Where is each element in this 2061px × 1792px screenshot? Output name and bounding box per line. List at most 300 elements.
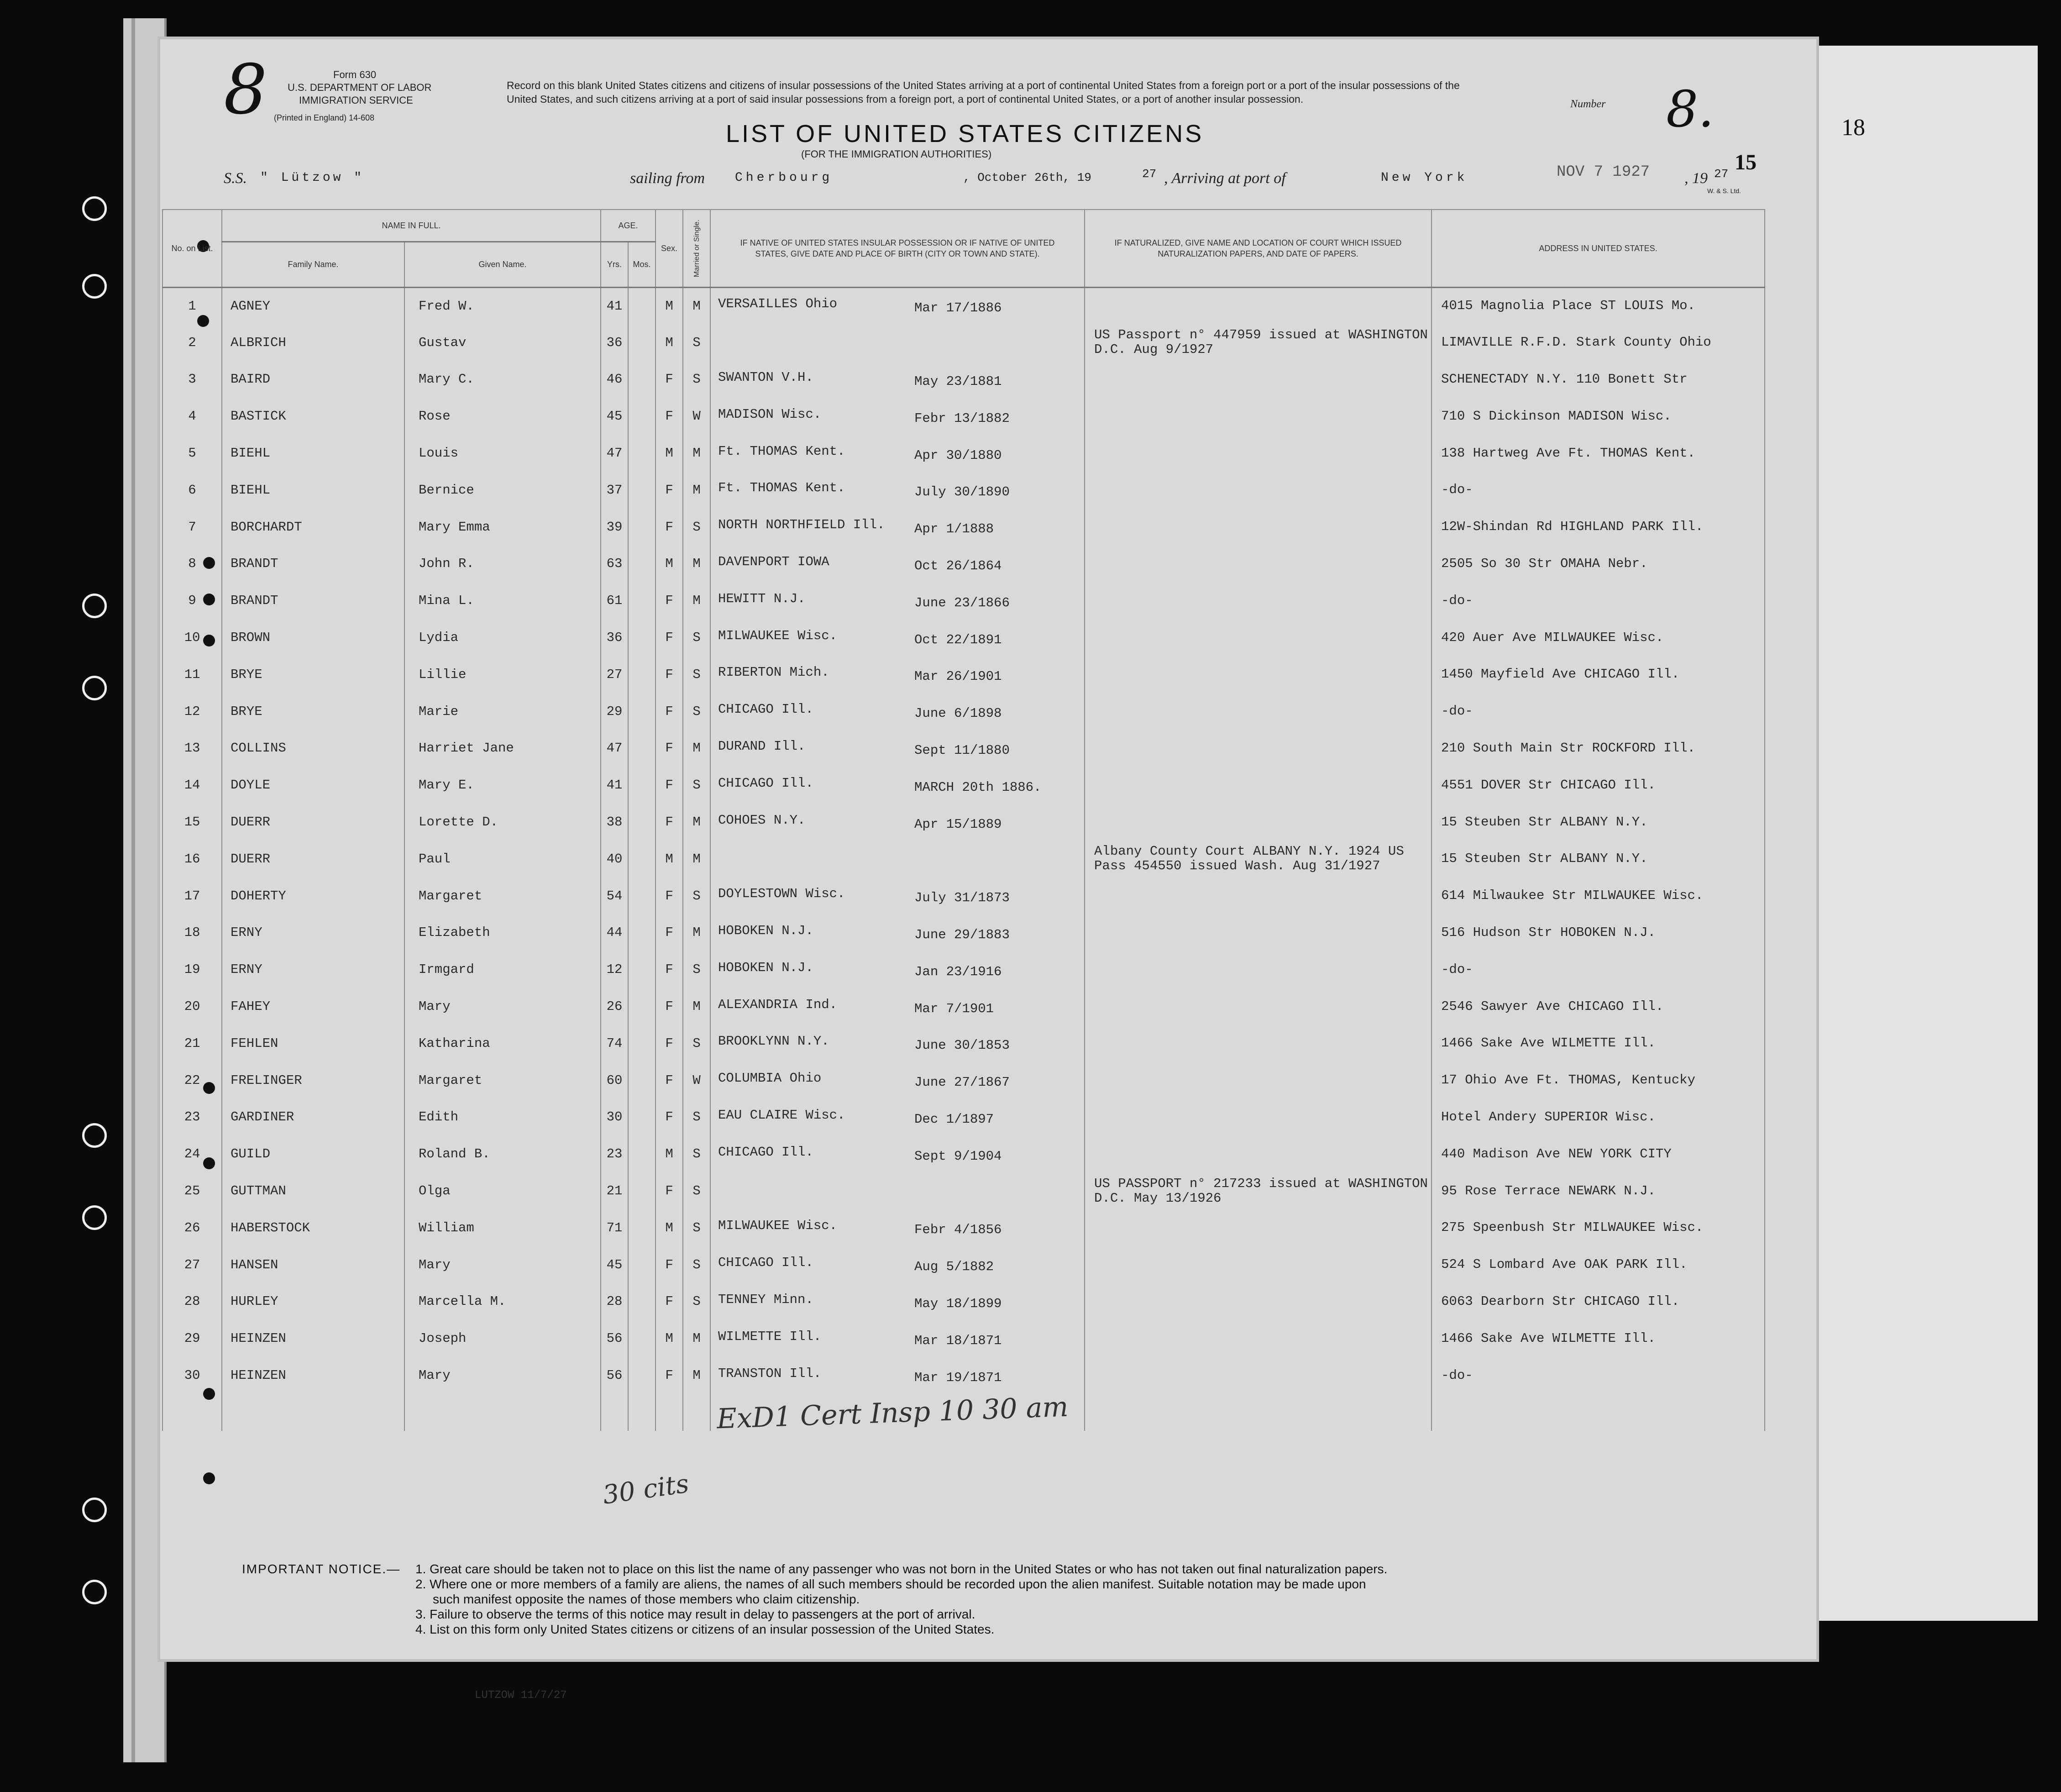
sex: F: [656, 1283, 683, 1320]
age-months: [628, 1099, 656, 1136]
birth-date: June 30/1853: [914, 1038, 1010, 1053]
row-number: 27: [163, 1246, 222, 1283]
family-name: COLLINS: [222, 730, 404, 767]
row-number: 7: [163, 509, 222, 546]
given-name: Margaret: [404, 1062, 601, 1099]
marital-status: S: [683, 1283, 710, 1320]
given-name: Gustav: [404, 324, 601, 361]
binder-hole: [82, 1498, 107, 1522]
record-instructions: Record on this blank United States citizens and citizens of insular possessions of the United States arriving at a port of continental United States from a foreign port or a port of the insular possessions of the United States, and such citizens arriving at a port of said insular possessions from a foreign port, a port of continental United States, or a port of another insular possession.: [507, 79, 1460, 105]
family-name: BAIRD: [222, 361, 404, 398]
marital-status: M: [683, 546, 710, 583]
given-name: Lorette D.: [404, 804, 601, 841]
passenger-row: [163, 1320, 1765, 1357]
birth-city: MILWAUKEE Wisc.: [718, 628, 838, 643]
birth-city: VERSAILLES Ohio: [718, 296, 838, 312]
birth-date: Mar 26/1901: [914, 669, 1002, 684]
age-years: 41: [601, 767, 628, 804]
birth-date: Mar 19/1871: [914, 1370, 1002, 1385]
birth-date: Aug 5/1882: [914, 1259, 994, 1275]
naturalization: [1085, 619, 1432, 656]
birth-date: July 31/1873: [914, 890, 1010, 906]
us-address: 210 South Main Str ROCKFORD Ill.: [1432, 730, 1765, 767]
row-number: 21: [163, 1025, 222, 1062]
age-years: 23: [601, 1135, 628, 1172]
naturalization: [1085, 398, 1432, 435]
sex: F: [656, 398, 683, 435]
naturalization: [1085, 361, 1432, 398]
age-years: 44: [601, 914, 628, 951]
given-name: Mary: [404, 988, 601, 1025]
naturalization: [1085, 1099, 1432, 1136]
birth-city: BROOKLYNN N.Y.: [718, 1034, 829, 1049]
list-title: LIST OF UNITED STATES CITIZENS: [726, 120, 1204, 147]
us-address: -do-: [1432, 1357, 1765, 1394]
given-name: Mina L.: [404, 582, 601, 619]
age-months: [628, 324, 656, 361]
age-years: 36: [601, 324, 628, 361]
sex: M: [656, 324, 683, 361]
naturalization: [1085, 509, 1432, 546]
sex: F: [656, 951, 683, 988]
family-name: FEHLEN: [222, 1025, 404, 1062]
married-label: Married or Single.: [693, 219, 701, 277]
footer-stamp: LUTZOW 11/7/27: [475, 1689, 567, 1702]
age-years: 61: [601, 582, 628, 619]
list-subtitle: (FOR THE IMMIGRATION AUTHORITIES): [801, 148, 992, 160]
given-name: Marcella M.: [404, 1283, 601, 1320]
marital-status: M: [683, 841, 710, 878]
row-number: 4: [163, 398, 222, 435]
given-name: Mary Emma: [404, 509, 601, 546]
passenger-row: [163, 1099, 1765, 1136]
age-months: [628, 398, 656, 435]
age-years: 60: [601, 1062, 628, 1099]
ship-name: " Lützow ": [260, 171, 365, 185]
sex: F: [656, 1025, 683, 1062]
family-name: ALBRICH: [222, 324, 404, 361]
age-years: 46: [601, 361, 628, 398]
list-number: 8.: [1666, 80, 1714, 138]
birthplace: [710, 1062, 1085, 1099]
row-number: 13: [163, 730, 222, 767]
family-name: DOHERTY: [222, 878, 404, 914]
birth-city: DOYLESTOWN Wisc.: [718, 886, 845, 902]
birthplace: [710, 988, 1085, 1025]
us-address: 524 S Lombard Ave OAK PARK Ill.: [1432, 1246, 1765, 1283]
age-years: 47: [601, 730, 628, 767]
given-name: Roland B.: [404, 1135, 601, 1172]
age-months: [628, 951, 656, 988]
age-months: [628, 361, 656, 398]
birthplace: [710, 914, 1085, 951]
col-header-age: AGE.: [601, 210, 656, 242]
notice-item: such manifest opposite the names of those members who claim citizenship.: [433, 1592, 860, 1606]
birth-date: Apr 30/1880: [914, 447, 1002, 463]
family-name: ERNY: [222, 951, 404, 988]
arrival-port: New York: [1381, 171, 1468, 185]
birthplace: [710, 472, 1085, 509]
col-header-married: [683, 210, 710, 287]
birth-date: Mar 7/1901: [914, 1001, 994, 1016]
sex: F: [656, 804, 683, 841]
punch-hole: [203, 1472, 215, 1484]
birth-date: MARCH 20th 1886.: [914, 779, 1042, 795]
row-number: 29: [163, 1320, 222, 1357]
us-address: 516 Hudson Str HOBOKEN N.J.: [1432, 914, 1765, 951]
birthplace: [710, 1025, 1085, 1062]
notice-item: 2. Where one or more members of a family are aliens, the names of all such members should be recorded upon the alien manifest. Suitable notation may be made upon: [415, 1577, 1366, 1591]
birthplace: [710, 546, 1085, 583]
us-address: -do-: [1432, 951, 1765, 988]
row-number: 1: [163, 287, 222, 324]
birthplace: [710, 1099, 1085, 1136]
marital-status: M: [683, 435, 710, 472]
row-number: 23: [163, 1099, 222, 1136]
passenger-row: [163, 1283, 1765, 1320]
family-name: BIEHL: [222, 435, 404, 472]
family-name: ERNY: [222, 914, 404, 951]
family-name: DOYLE: [222, 767, 404, 804]
age-years: 56: [601, 1320, 628, 1357]
age-years: 37: [601, 472, 628, 509]
birthplace: [710, 509, 1085, 546]
us-address: -do-: [1432, 472, 1765, 509]
col-header-family: Family Name.: [222, 242, 404, 287]
birthplace: [710, 1357, 1085, 1394]
binder-hole: [82, 1205, 107, 1230]
passenger-row: [163, 324, 1765, 361]
birth-date: Oct 22/1891: [914, 632, 1002, 647]
birthplace: [710, 1172, 1085, 1209]
marital-status: M: [683, 1357, 710, 1394]
us-address: 1450 Mayfield Ave CHICAGO Ill.: [1432, 656, 1765, 693]
birthplace: [710, 767, 1085, 804]
sex: M: [656, 435, 683, 472]
marital-status: S: [683, 1209, 710, 1246]
birthplace: [710, 398, 1085, 435]
age-years: 26: [601, 988, 628, 1025]
age-months: [628, 767, 656, 804]
birth-date: Oct 26/1864: [914, 558, 1002, 573]
given-name: Bernice: [404, 472, 601, 509]
age-months: [628, 988, 656, 1025]
us-address: LIMAVILLE R.F.D. Stark County Ohio: [1432, 324, 1765, 361]
given-name: Mary E.: [404, 767, 601, 804]
naturalization: [1085, 582, 1432, 619]
notice-item: 4. List on this form only United States citizens or citizens of an insular possession of the United States.: [415, 1622, 995, 1636]
service: IMMIGRATION SERVICE: [299, 95, 413, 106]
given-name: Irmgard: [404, 951, 601, 988]
age-years: 41: [601, 287, 628, 324]
us-address: 2505 So 30 Str OMAHA Nebr.: [1432, 546, 1765, 583]
age-years: 45: [601, 398, 628, 435]
birth-date: June 23/1866: [914, 595, 1010, 610]
binder-hole: [82, 1123, 107, 1148]
age-months: [628, 619, 656, 656]
arrival-year: 27: [1714, 167, 1729, 181]
birth-city: SWANTON V.H.: [718, 369, 813, 385]
naturalization: [1085, 1357, 1432, 1394]
binder-hole: [82, 1580, 107, 1604]
department: U.S. DEPARTMENT OF LABOR: [288, 82, 432, 93]
given-name: John R.: [404, 546, 601, 583]
passenger-row: [163, 1172, 1765, 1209]
birthplace: [710, 324, 1085, 361]
row-number: 3: [163, 361, 222, 398]
us-address: -do-: [1432, 693, 1765, 730]
naturalization: [1085, 1283, 1432, 1320]
passenger-row: [163, 1209, 1765, 1246]
family-name: BRANDT: [222, 582, 404, 619]
birth-date: June 29/1883: [914, 927, 1010, 942]
naturalization: [1085, 730, 1432, 767]
birthplace: [710, 619, 1085, 656]
birthplace: [710, 804, 1085, 841]
row-number: 12: [163, 693, 222, 730]
col-header-name: NAME IN FULL.: [222, 210, 601, 242]
us-address: 2546 Sawyer Ave CHICAGO Ill.: [1432, 988, 1765, 1025]
marital-status: S: [683, 1099, 710, 1136]
binder-hole: [82, 676, 107, 700]
age-months: [628, 656, 656, 693]
col-header-address: ADDRESS IN UNITED STATES.: [1432, 210, 1765, 287]
birth-date: Jan 23/1916: [914, 964, 1002, 979]
us-address: 4551 DOVER Str CHICAGO Ill.: [1432, 767, 1765, 804]
age-years: 39: [601, 509, 628, 546]
birth-date: May 23/1881: [914, 373, 1002, 389]
birth-city: HOBOKEN N.J.: [718, 960, 813, 975]
birth-city: DURAND Ill.: [718, 738, 806, 754]
age-months: [628, 582, 656, 619]
sex: F: [656, 767, 683, 804]
sex: F: [656, 1062, 683, 1099]
family-name: AGNEY: [222, 287, 404, 324]
col-header-yrs: Yrs.: [601, 242, 628, 287]
marital-status: S: [683, 1246, 710, 1283]
birthplace: [710, 1283, 1085, 1320]
naturalization: [1085, 804, 1432, 841]
given-name: Mary: [404, 1246, 601, 1283]
us-address: 1466 Sake Ave WILMETTE Ill.: [1432, 1025, 1765, 1062]
row-number: 6: [163, 472, 222, 509]
birth-city: CHICAGO Ill.: [718, 775, 813, 791]
sex: F: [656, 1099, 683, 1136]
us-address: 275 Speenbush Str MILWAUKEE Wisc.: [1432, 1209, 1765, 1246]
family-name: HEINZEN: [222, 1320, 404, 1357]
family-name: GARDINER: [222, 1099, 404, 1136]
naturalization: [1085, 693, 1432, 730]
age-months: [628, 1357, 656, 1394]
arrival-stamp: NOV 7 1927: [1557, 163, 1650, 181]
sex: F: [656, 509, 683, 546]
birthplace: [710, 287, 1085, 324]
us-address: 17 Ohio Ave Ft. THOMAS, Kentucky: [1432, 1062, 1765, 1099]
marital-status: S: [683, 361, 710, 398]
given-name: Fred W.: [404, 287, 601, 324]
row-number: 22: [163, 1062, 222, 1099]
age-months: [628, 1209, 656, 1246]
birth-date: Mar 18/1871: [914, 1333, 1002, 1348]
row-number: 30: [163, 1357, 222, 1394]
birth-date: Apr 15/1889: [914, 816, 1002, 832]
form-info: [274, 68, 431, 124]
age-months: [628, 1320, 656, 1357]
row-number: 24: [163, 1135, 222, 1172]
col-header-sex: Sex.: [656, 210, 683, 287]
birth-date: Sept 9/1904: [914, 1148, 1002, 1164]
row-number: 10: [163, 619, 222, 656]
age-years: 45: [601, 1246, 628, 1283]
sailing-year: 27: [1142, 167, 1157, 181]
us-address: Hotel Andery SUPERIOR Wisc.: [1432, 1099, 1765, 1136]
birth-city: HEWITT N.J.: [718, 591, 806, 606]
adjacent-page-number: 18: [1841, 115, 1865, 141]
form-number: Form 630: [333, 69, 377, 80]
age-months: [628, 1062, 656, 1099]
family-name: BORCHARDT: [222, 509, 404, 546]
notice-items: [415, 1561, 1785, 1637]
passenger-row: [163, 287, 1765, 324]
binder-hole: [82, 594, 107, 618]
passenger-row: [163, 878, 1765, 914]
birthplace: [710, 1246, 1085, 1283]
sex: F: [656, 878, 683, 914]
marital-status: S: [683, 1025, 710, 1062]
age-months: [628, 509, 656, 546]
age-months: [628, 693, 656, 730]
row-number: 14: [163, 767, 222, 804]
arriving-label: , Arriving at port of: [1164, 170, 1286, 187]
marital-status: M: [683, 1320, 710, 1357]
row-number: 9: [163, 582, 222, 619]
age-months: [628, 914, 656, 951]
tally-note: 30 cits: [601, 1469, 691, 1510]
ss-label: S.S.: [224, 170, 247, 187]
row-number: 5: [163, 435, 222, 472]
us-address: 12W-Shindan Rd HIGHLAND PARK Ill.: [1432, 509, 1765, 546]
age-years: 54: [601, 878, 628, 914]
family-name: BRYE: [222, 693, 404, 730]
us-address: 1466 Sake Ave WILMETTE Ill.: [1432, 1320, 1765, 1357]
row-number: 20: [163, 988, 222, 1025]
birth-city: MILWAUKEE Wisc.: [718, 1218, 838, 1234]
age-months: [628, 472, 656, 509]
passenger-row: [163, 767, 1765, 804]
age-years: 29: [601, 693, 628, 730]
birth-date: June 6/1898: [914, 706, 1002, 721]
marital-status: M: [683, 582, 710, 619]
birthplace: [710, 878, 1085, 914]
family-name: HANSEN: [222, 1246, 404, 1283]
birth-city: DAVENPORT IOWA: [718, 554, 829, 569]
sex: M: [656, 287, 683, 324]
birth-city: COHOES N.Y.: [718, 812, 806, 828]
marital-status: M: [683, 730, 710, 767]
us-address: 138 Hartweg Ave Ft. THOMAS Kent.: [1432, 435, 1765, 472]
passenger-row: [163, 693, 1765, 730]
birth-date: July 30/1890: [914, 484, 1010, 500]
sex: M: [656, 1135, 683, 1172]
birth-city: WILMETTE Ill.: [718, 1329, 822, 1344]
marital-status: M: [683, 914, 710, 951]
col-header-no: No. on List.: [163, 210, 222, 287]
handwritten-number: 8: [224, 50, 267, 130]
family-name: DUERR: [222, 841, 404, 878]
age-months: [628, 1246, 656, 1283]
birth-city: ALEXANDRIA Ind.: [718, 997, 838, 1012]
row-number: 17: [163, 878, 222, 914]
sex: M: [656, 1320, 683, 1357]
row-number: 25: [163, 1172, 222, 1209]
row-number: 15: [163, 804, 222, 841]
given-name: William: [404, 1209, 601, 1246]
notice-item: 3. Failure to observe the terms of this notice may result in delay to passengers at the port of arrival.: [415, 1607, 975, 1621]
passenger-row: [163, 914, 1765, 951]
birthplace: [710, 361, 1085, 398]
naturalization: [1085, 1025, 1432, 1062]
age-years: 74: [601, 1025, 628, 1062]
age-years: 63: [601, 546, 628, 583]
age-years: 40: [601, 841, 628, 878]
passenger-row: [163, 1357, 1765, 1394]
birth-city: TRANSTON Ill.: [718, 1366, 822, 1381]
family-name: HURLEY: [222, 1283, 404, 1320]
col-header-native: IF NATIVE OF UNITED STATES INSULAR POSSESSION OR IF NATIVE OF UNITED STATES, GIVE DATE AND PLACE OF BIRTH (CITY OR TOWN AND STATE).: [710, 210, 1085, 287]
us-address: 420 Auer Ave MILWAUKEE Wisc.: [1432, 619, 1765, 656]
birth-city: NORTH NORTHFIELD Ill.: [718, 517, 885, 533]
marital-status: S: [683, 1172, 710, 1209]
sex: F: [656, 361, 683, 398]
number-label: Number: [1570, 98, 1606, 110]
given-name: Margaret: [404, 878, 601, 914]
sex: F: [656, 988, 683, 1025]
birth-date: Febr 13/1882: [914, 410, 1010, 426]
marital-status: S: [683, 324, 710, 361]
family-name: GUILD: [222, 1135, 404, 1172]
sex: F: [656, 472, 683, 509]
birth-date: Mar 17/1886: [914, 300, 1002, 316]
age-months: [628, 1172, 656, 1209]
birth-date: June 27/1867: [914, 1075, 1010, 1090]
passenger-row: [163, 1135, 1765, 1172]
us-address: 710 S Dickinson MADISON Wisc.: [1432, 398, 1765, 435]
naturalization: [1085, 472, 1432, 509]
passenger-row: [163, 398, 1765, 435]
us-address: 614 Milwaukee Str MILWAUKEE Wisc.: [1432, 878, 1765, 914]
sex: F: [656, 619, 683, 656]
sailing-date: , October 26th, 19: [963, 171, 1091, 184]
age-years: 27: [601, 656, 628, 693]
given-name: Mary: [404, 1357, 601, 1394]
family-name: BASTICK: [222, 398, 404, 435]
age-years: 21: [601, 1172, 628, 1209]
sex: F: [656, 1357, 683, 1394]
us-address: 440 Madison Ave NEW YORK CITY: [1432, 1135, 1765, 1172]
row-number: 28: [163, 1283, 222, 1320]
given-name: Elizabeth: [404, 914, 601, 951]
sex: F: [656, 1172, 683, 1209]
family-name: GUTTMAN: [222, 1172, 404, 1209]
family-name: BRYE: [222, 656, 404, 693]
birthplace: [710, 841, 1085, 878]
age-years: 36: [601, 619, 628, 656]
family-name: HEINZEN: [222, 1357, 404, 1394]
birth-city: TENNEY Minn.: [718, 1292, 813, 1307]
birthplace: [710, 656, 1085, 693]
age-years: 12: [601, 951, 628, 988]
row-number: 19: [163, 951, 222, 988]
